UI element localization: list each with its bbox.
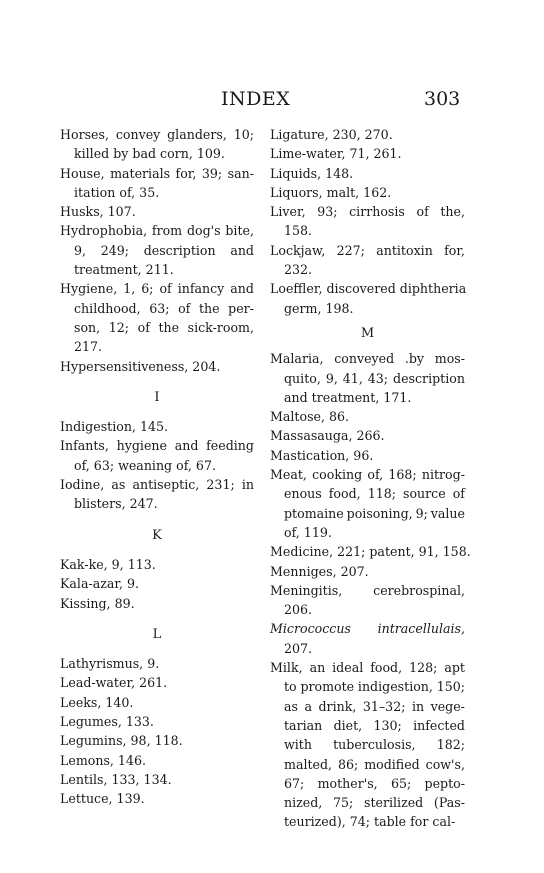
index-word: childhood, — [74, 300, 141, 316]
index-entry-continuation — [270, 504, 465, 523]
page-number: 303 — [424, 88, 461, 110]
index-entry-line — [60, 164, 254, 183]
index-word: 93; — [317, 204, 338, 220]
index-word: 249; — [100, 242, 129, 258]
index-word: hygiene — [116, 438, 167, 454]
index-word: Ligature, 230, 270. — [270, 127, 393, 142]
index-entry-line — [270, 542, 471, 561]
index-word: and — [230, 242, 254, 258]
index-word: Lathyrismus, 9. — [60, 656, 160, 672]
index-word: diet, — [333, 717, 363, 733]
index-entry-line — [60, 594, 254, 613]
index-entry-continuation — [270, 697, 465, 716]
index-column-right — [270, 125, 471, 832]
index-word: of, — [367, 467, 384, 483]
index-word: in — [411, 698, 425, 714]
index-word: 217. — [74, 339, 103, 355]
index-word: the, — [440, 204, 465, 220]
index-word: itation of, 35. — [74, 184, 160, 200]
index-word: Husks, 107. — [60, 204, 136, 220]
index-word: an — [309, 660, 326, 676]
index-word: 65; — [390, 775, 412, 791]
section-letter: I — [154, 389, 160, 405]
index-word: 158. — [284, 223, 313, 239]
index-word: apt — [444, 660, 465, 676]
index-word: of — [452, 486, 465, 502]
index-word: with — [284, 737, 312, 753]
index-word: 9, — [325, 370, 338, 386]
index-word: 168; — [388, 467, 417, 483]
index-word: Liquids, 148. — [270, 165, 354, 181]
index-entry-continuation — [270, 523, 465, 542]
index-entry-line — [270, 279, 465, 298]
index-word: Iodine, — [60, 477, 105, 493]
index-word: per- — [228, 300, 254, 316]
index-word: tarian — [284, 717, 323, 733]
index-entry-continuation — [270, 484, 465, 503]
index-word: Medicine, 221; patent, 91, 158. — [270, 544, 471, 560]
index-word: Indigestion, 145. — [60, 419, 168, 435]
index-word: blisters, 247. — [74, 496, 158, 512]
index-word: Maltose, 86. — [270, 409, 350, 425]
index-word: son, — [74, 319, 101, 335]
index-entry-continuation — [270, 388, 465, 407]
index-word: (Pas- — [433, 795, 465, 811]
index-word: 207. — [284, 640, 313, 656]
index-word: sick-room, — [187, 319, 254, 335]
index-word: 41, — [342, 370, 363, 386]
index-word: value — [430, 505, 465, 521]
index-word: treatment, 211. — [74, 262, 174, 278]
index-entry-continuation — [270, 600, 465, 619]
index-word: food, — [370, 660, 403, 676]
index-entry-line — [60, 673, 254, 692]
index-word: of, 63; weaning of, 67. — [74, 457, 216, 473]
index-word: killed by bad corn, 109. — [74, 146, 225, 162]
index-word: poisoning, — [346, 505, 413, 521]
index-word: ideal — [332, 660, 364, 676]
index-word: infected — [413, 717, 465, 733]
index-word: Lime-water, 71, 261. — [270, 146, 402, 162]
index-word: of — [137, 319, 150, 335]
index-word: 86; — [337, 756, 359, 772]
index-word: san- — [227, 165, 254, 181]
index-word: 9, — [74, 242, 87, 258]
index-word: tuberculosis, — [333, 737, 416, 753]
index-entry-line — [60, 693, 254, 712]
page-title: INDEX — [221, 88, 291, 110]
index-word: the — [158, 319, 180, 335]
index-entry-continuation — [60, 318, 254, 337]
index-word: ptomaine — [284, 505, 344, 521]
index-word: and — [230, 281, 254, 297]
index-word: 39; — [201, 165, 223, 181]
index-entry-line — [60, 125, 254, 144]
index-entry-line — [60, 221, 254, 240]
index-entry-line — [270, 183, 465, 202]
index-entry-continuation — [60, 183, 254, 202]
index-word: materials — [110, 165, 171, 181]
index-entry-continuation — [270, 716, 465, 735]
index-entry-line — [270, 581, 465, 600]
index-word: Meat, — [270, 467, 307, 483]
index-word: Horses, — [60, 127, 109, 142]
index-word: food, — [328, 486, 361, 502]
section-letter: K — [152, 527, 162, 543]
index-word: Menniges, 207. — [270, 563, 369, 579]
index-word: of — [416, 204, 429, 220]
index-word: Hypersensitiveness, 204. — [60, 358, 221, 374]
index-word: cow's, — [425, 756, 465, 772]
index-entry-continuation — [60, 299, 254, 318]
index-word: description — [143, 242, 216, 258]
index-word: description — [393, 370, 465, 386]
index-word: cirrhosis — [349, 204, 405, 220]
index-word: from — [151, 223, 183, 239]
index-word: 1, — [123, 281, 136, 297]
index-word: 67; — [284, 775, 305, 791]
index-word: convey — [115, 127, 161, 142]
index-word: 128; — [409, 660, 438, 676]
index-word: House, — [60, 165, 105, 181]
index-word: 206. — [284, 602, 313, 618]
index-word: Mastication, 96. — [270, 447, 374, 463]
index-word: teurized), 74; table for cal- — [284, 814, 456, 830]
index-entry-line — [60, 417, 254, 436]
index-word: Hygiene, — [60, 281, 118, 297]
index-entry-line — [60, 789, 254, 808]
index-entry-line — [270, 164, 465, 183]
index-word: for, — [444, 242, 465, 258]
index-word: Lentils, 133, 134. — [60, 771, 172, 787]
index-word: as — [284, 698, 298, 714]
index-word: Massasauga, 266. — [270, 428, 385, 444]
index-entry-line — [60, 574, 254, 593]
index-entry-line — [60, 555, 254, 574]
index-word: 63; — [149, 300, 170, 316]
index-word: mos- — [434, 351, 465, 367]
index-entry-line — [60, 712, 254, 731]
index-word: 130; — [373, 717, 402, 733]
index-word: Loeffler, discovered diphtheria — [270, 281, 467, 297]
section-letter: L — [152, 626, 162, 642]
index-word: drink, — [318, 698, 357, 714]
index-word: source — [403, 486, 446, 502]
index-word: nitrog- — [421, 467, 465, 483]
index-word: Kala-azar, 9. — [60, 576, 140, 592]
index-word: 118; — [367, 486, 396, 502]
index-word: 150; — [436, 679, 465, 695]
index-word: Kissing, 89. — [60, 595, 135, 611]
index-entry-continuation — [270, 369, 465, 388]
index-entry-continuation — [60, 241, 254, 260]
index-entry-line — [270, 562, 465, 581]
index-word: Micrococcus — [270, 621, 351, 637]
index-entry-continuation — [270, 755, 465, 774]
index-word: conveyed — [334, 351, 395, 367]
index-entry-line — [60, 731, 254, 750]
index-word: bite, — [225, 223, 254, 239]
index-word: intracellulais, — [377, 621, 465, 637]
index-word: sterilized — [363, 795, 424, 811]
index-word: Meningitis, — [270, 582, 343, 598]
index-entry-continuation — [270, 812, 465, 831]
index-entry-line — [270, 446, 465, 465]
index-word: 9; — [415, 505, 428, 521]
index-entry-continuation — [270, 793, 465, 812]
index-entry-line — [270, 426, 465, 445]
index-word: for, — [175, 165, 197, 181]
index-entry-line — [270, 125, 465, 144]
index-word: 227; — [336, 242, 365, 258]
index-word: Lemons, 146. — [60, 752, 146, 768]
index-word: vege- — [430, 698, 465, 714]
index-word: 31–32; — [362, 698, 406, 714]
index-word: quito, — [284, 370, 321, 386]
index-word: 231; — [206, 477, 235, 493]
index-word: antiseptic, — [132, 477, 200, 493]
index-word: promote — [300, 679, 355, 695]
index-entry-continuation — [270, 299, 465, 318]
index-word: Kak-ke, 9, 113. — [60, 556, 156, 572]
index-entry-line — [270, 241, 465, 260]
index-entry-line — [270, 349, 465, 368]
index-word: nized, — [284, 795, 323, 811]
index-word: Leeks, 140. — [60, 694, 134, 710]
index-entry-line — [60, 436, 254, 455]
section-letter: M — [360, 325, 375, 341]
index-entry-line — [270, 144, 465, 163]
index-entry-line — [270, 407, 465, 426]
index-entry-continuation — [60, 456, 254, 475]
index-word: Malaria, — [270, 351, 324, 367]
index-word: a — [304, 698, 312, 714]
index-word: enous — [284, 486, 322, 502]
index-word: of — [159, 281, 172, 297]
index-word: .by — [404, 351, 425, 367]
index-word: 75; — [333, 795, 354, 811]
index-entry-continuation — [270, 639, 465, 658]
index-entry-line — [60, 279, 254, 298]
index-word: Legumins, 98, 118. — [60, 733, 183, 749]
index-word: 12; — [108, 319, 130, 335]
index-entry-continuation — [270, 677, 465, 696]
index-word: of — [178, 300, 191, 316]
index-word: pepto- — [424, 775, 465, 791]
index-entry-continuation — [60, 260, 254, 279]
index-word: as — [111, 477, 126, 493]
index-entry-line — [60, 475, 254, 494]
index-entry-line — [60, 751, 254, 770]
index-entry-line — [60, 770, 254, 789]
index-word: mother's, — [317, 775, 378, 791]
index-entry-continuation — [270, 735, 465, 754]
index-word: Lockjaw, — [270, 242, 326, 258]
index-word: Hydrophobia, — [60, 223, 148, 239]
index-entry-continuation — [270, 221, 465, 240]
index-entry-line — [60, 357, 254, 376]
index-word: to — [284, 679, 297, 695]
index-word: antitoxin — [376, 242, 433, 258]
index-word: Milk, — [270, 660, 303, 676]
index-entry-line — [270, 619, 465, 638]
index-entry-line — [60, 654, 254, 673]
index-entry-line — [270, 202, 465, 221]
index-word: 232. — [284, 262, 313, 278]
index-word: of, 119. — [284, 524, 332, 540]
index-word: infancy — [177, 281, 225, 297]
index-word: dog's — [186, 223, 221, 239]
index-word: malted, — [284, 756, 333, 772]
index-word: Infants, — [60, 438, 109, 454]
index-entry-line — [270, 658, 465, 677]
index-word: in — [241, 477, 254, 493]
running-head — [0, 88, 544, 112]
index-word: indigestion, — [357, 679, 433, 695]
index-word: 182; — [436, 737, 465, 753]
index-word: and — [174, 438, 199, 454]
index-word: the — [198, 300, 220, 316]
index-entry-line — [270, 465, 465, 484]
index-word: 6; — [141, 281, 154, 297]
index-entry-continuation — [60, 494, 254, 513]
index-word: 43; — [367, 370, 389, 386]
index-entry-continuation — [270, 260, 465, 279]
index-word: cooking — [312, 467, 363, 483]
index-word: Lettuce, 139. — [60, 791, 145, 807]
index-entry-continuation — [60, 144, 254, 163]
index-entry-continuation — [270, 774, 465, 793]
index-word: and treatment, 171. — [284, 389, 412, 405]
index-word: Liver, — [270, 204, 306, 220]
index-word: cerebrospinal, — [373, 582, 465, 598]
index-entry-continuation — [60, 337, 254, 356]
index-word: feeding — [206, 438, 254, 454]
index-word: 10; — [233, 127, 254, 142]
index-word: Liquors, malt, 162. — [270, 184, 392, 200]
index-word: modified — [364, 756, 420, 772]
index-entry-line — [60, 202, 254, 221]
index-word: Lead-water, 261. — [60, 675, 168, 691]
index-word: germ, 198. — [284, 300, 354, 316]
index-column-left — [60, 125, 254, 809]
index-word: Legumes, 133. — [60, 714, 154, 730]
index-word: glanders, — [167, 127, 227, 142]
